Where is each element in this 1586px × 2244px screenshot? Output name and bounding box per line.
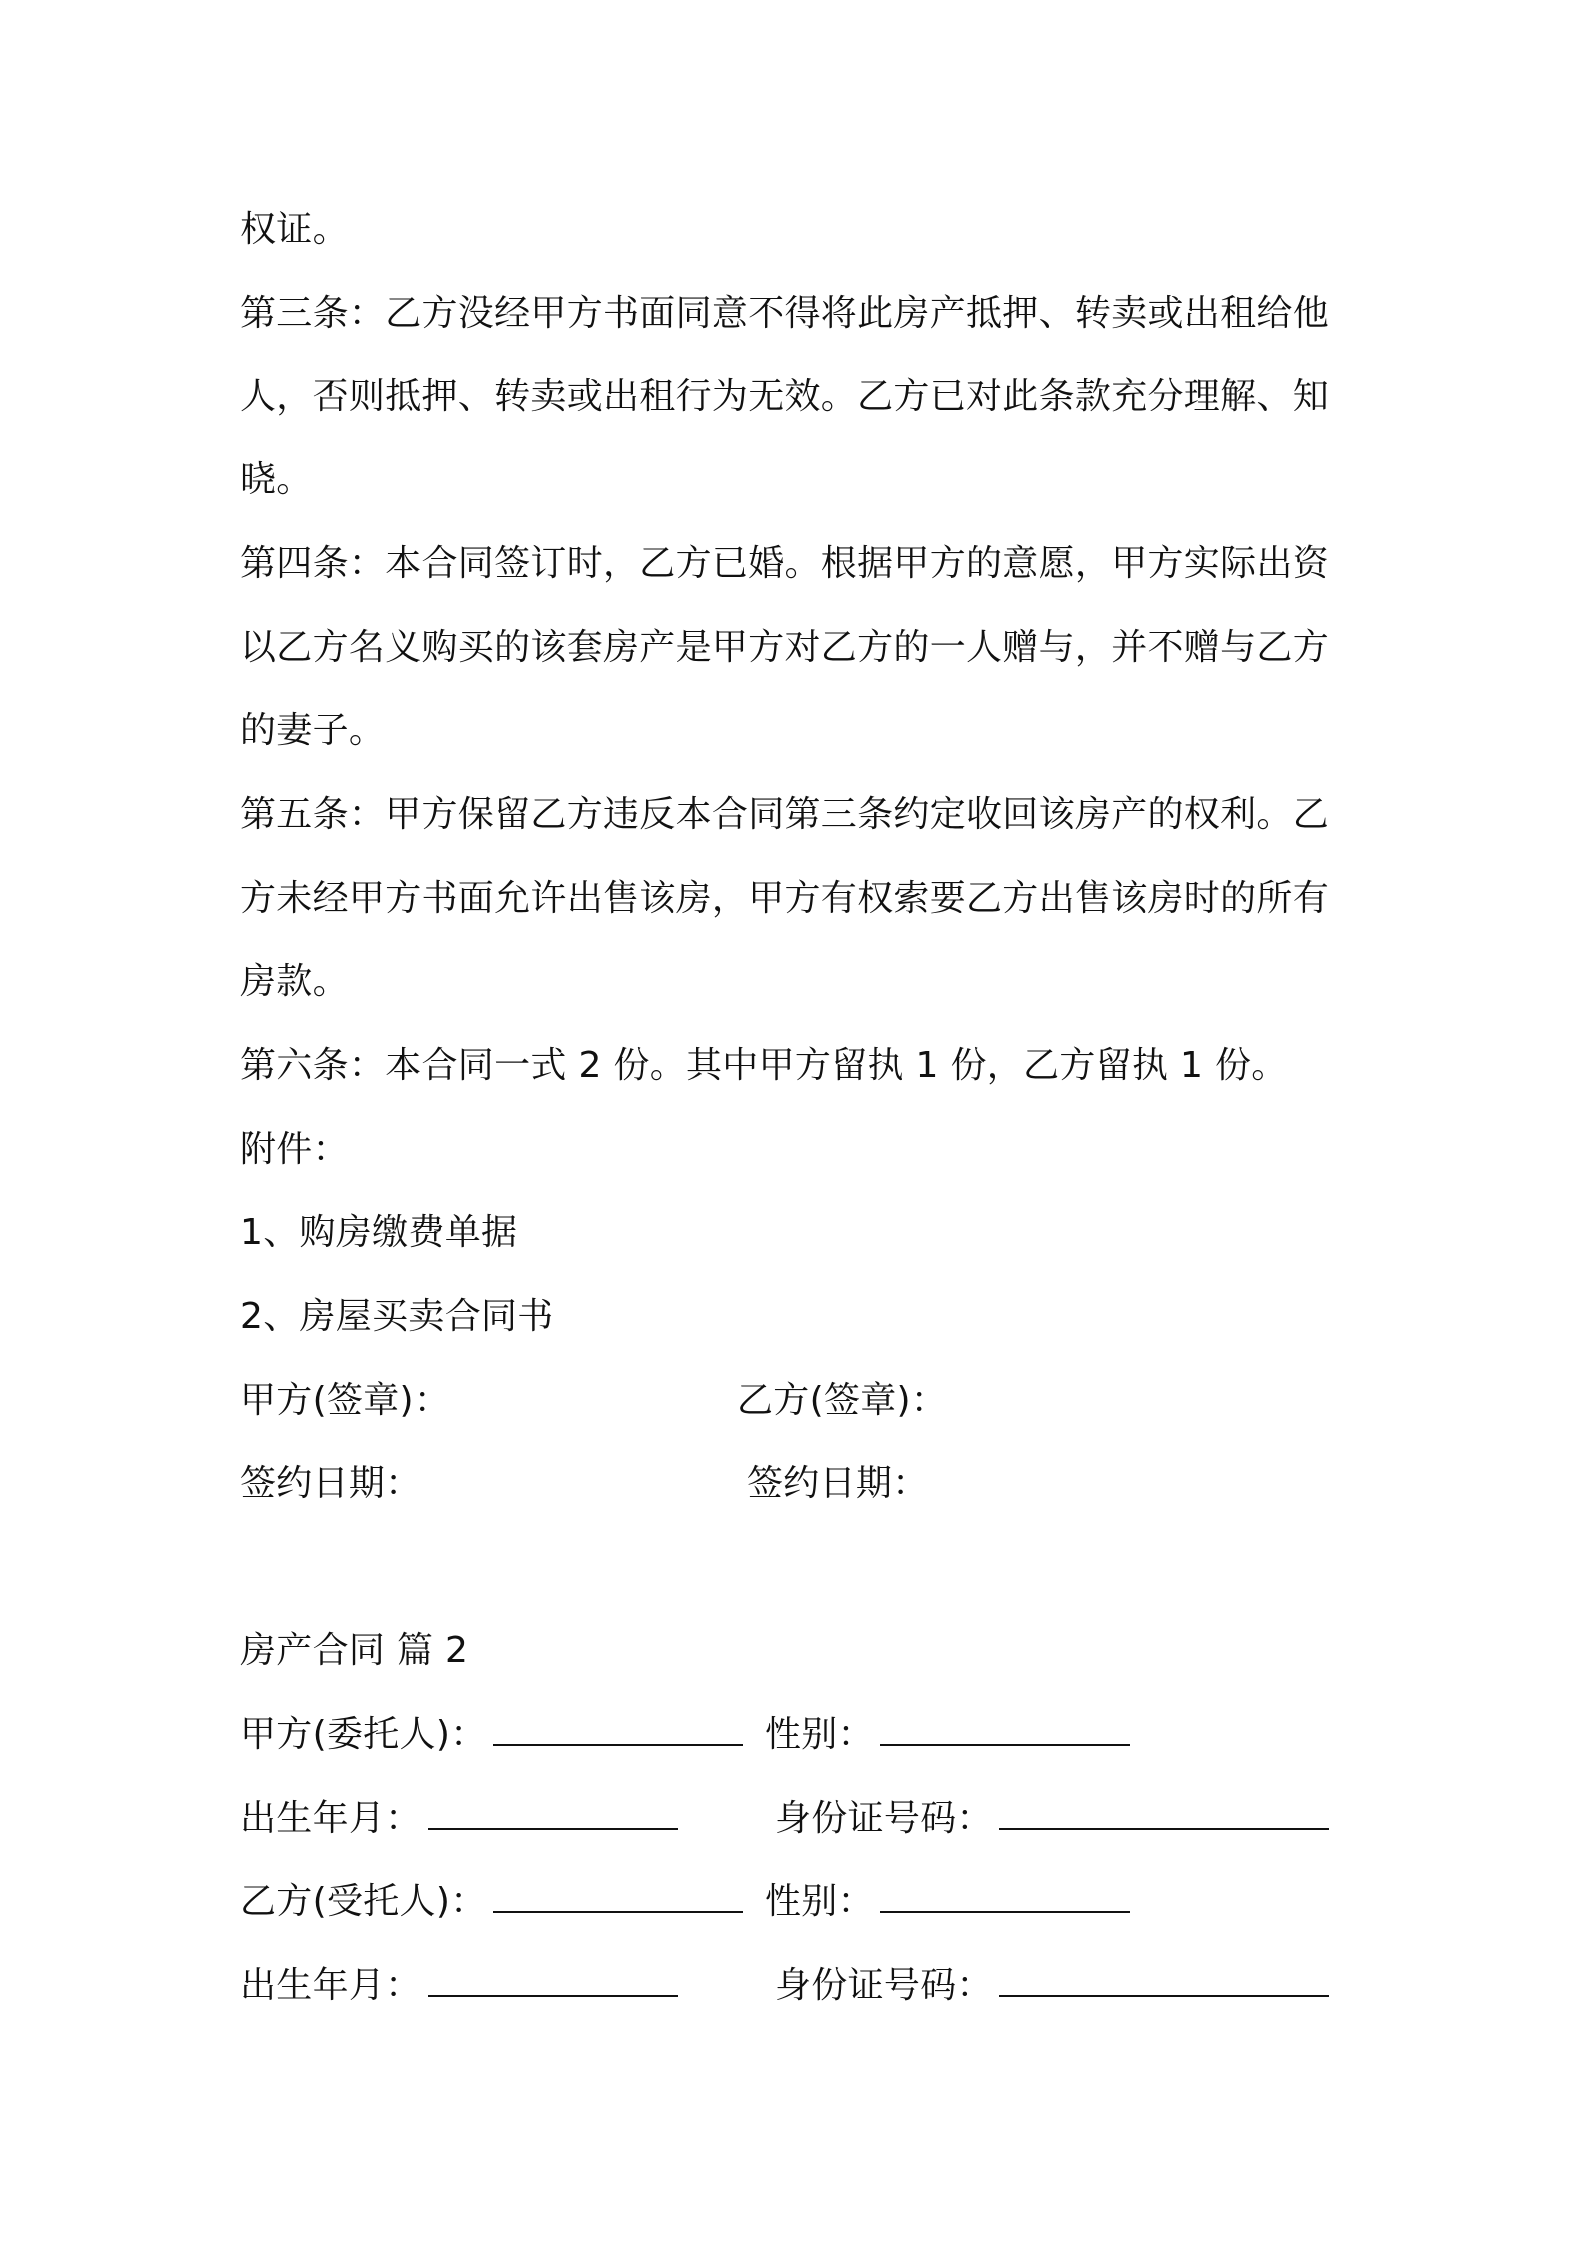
birth-label: 出生年月： bbox=[240, 1965, 422, 2006]
article-4-line-1: 第四条：本合同签订时，乙方已婚。根据甲方的意愿，甲方实际出资 bbox=[240, 543, 1330, 584]
party-a-id-field bbox=[775, 1797, 1329, 1841]
party-b-id-field bbox=[775, 1964, 1329, 2008]
party-b-id-blank bbox=[999, 1965, 1329, 1997]
article-3-line-2: 人，否则抵押、转卖或出租行为无效。乙方已对此条款充分理解、知 bbox=[240, 376, 1330, 417]
id-label: 身份证号码： bbox=[775, 1965, 993, 2006]
party-a-gender-blank bbox=[880, 1714, 1130, 1746]
party-b-date-label: 签约日期： bbox=[747, 1463, 929, 1504]
gender-label: 性别： bbox=[765, 1881, 874, 1922]
article-5-line-2: 方未经甲方书面允许出售该房，甲方有权索要乙方出售该房时的所有 bbox=[240, 878, 1330, 919]
party-b-birth-blank bbox=[428, 1965, 678, 1997]
party-b-gender-blank bbox=[880, 1881, 1130, 1913]
party-b-gender-field bbox=[765, 1880, 1130, 1924]
party-a-birth-blank bbox=[428, 1798, 678, 1830]
article-5-line-3: 房款。 bbox=[240, 961, 349, 1002]
party-a-date-label: 签约日期： bbox=[240, 1463, 422, 1504]
birth-label: 出生年月： bbox=[240, 1798, 422, 1839]
party-a-principal-field bbox=[240, 1713, 743, 1757]
section-2-title: 房产合同 篇 2 bbox=[240, 1630, 469, 1671]
article-3-line-1: 第三条：乙方没经甲方书面同意不得将此房产抵押、转卖或出租给他 bbox=[240, 293, 1330, 334]
party-b-name-blank bbox=[493, 1881, 743, 1913]
party-b-signature-label: 乙方(签章)： bbox=[737, 1380, 948, 1421]
party-a-birth-field bbox=[240, 1797, 678, 1841]
party-a-id-blank bbox=[999, 1798, 1329, 1830]
article-3-line-3: 晓。 bbox=[240, 459, 313, 500]
article-5-line-1: 第五条：甲方保留乙方违反本合同第三条约定收回该房产的权利。乙 bbox=[240, 794, 1330, 835]
party-a-principal-label: 甲方(委托人)： bbox=[240, 1714, 487, 1755]
party-b-agent-label: 乙方(受托人)： bbox=[240, 1881, 487, 1922]
party-a-gender-field bbox=[765, 1713, 1130, 1757]
party-a-signature-label: 甲方(签章)： bbox=[240, 1380, 451, 1421]
party-b-agent-field bbox=[240, 1880, 743, 1924]
attachment-item-2: 2、房屋买卖合同书 bbox=[240, 1296, 554, 1337]
party-b-birth-field bbox=[240, 1964, 678, 2008]
article-6: 第六条：本合同一式 2 份。其中甲方留执 1 份，乙方留执 1 份。 bbox=[240, 1045, 1288, 1086]
article-4-line-3: 的妻子。 bbox=[240, 710, 386, 751]
id-label: 身份证号码： bbox=[775, 1798, 993, 1839]
party-a-name-blank bbox=[493, 1714, 743, 1746]
attachments-label: 附件： bbox=[240, 1129, 349, 1170]
gender-label: 性别： bbox=[765, 1714, 874, 1755]
article-4-line-2: 以乙方名义购买的该套房产是甲方对乙方的一人赠与，并不赠与乙方 bbox=[240, 627, 1330, 668]
attachment-item-1: 1、购房缴费单据 bbox=[240, 1212, 518, 1253]
paragraph-line: 权证。 bbox=[240, 209, 349, 250]
